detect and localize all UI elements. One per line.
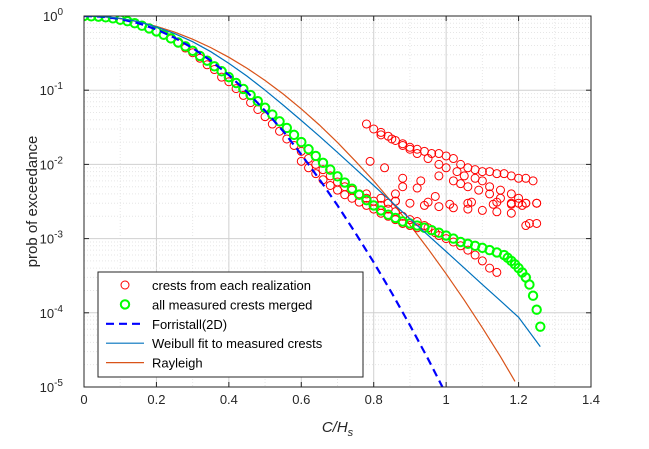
y-axis-label: prob of exceedance [24, 135, 41, 268]
x-tick-label: 1.4 [581, 392, 601, 407]
x-tick-label: 1.2 [509, 392, 528, 407]
x-tick-label: 0.8 [364, 392, 383, 407]
legend-entry-weibull-label: Weibull fit to measured crests [152, 336, 323, 352]
y-tick-label: $10^{-1}$ [39, 81, 63, 99]
y-tick-label: $10^{-3}$ [39, 229, 63, 247]
x-axis-label-subscript: s [347, 427, 354, 439]
y-tick-label: $10^{-5}$ [39, 378, 63, 395]
x-tick-label: 0.6 [292, 392, 311, 407]
legend [98, 272, 363, 377]
x-tick-label: 1 [442, 392, 450, 407]
y-tick-label: $10^0$ [42, 7, 63, 24]
x-tick-label: 0 [80, 392, 88, 407]
y-tick-label: $10^{-2}$ [39, 155, 63, 173]
legend-entry-forristall-label: Forristall(2D) [152, 316, 228, 332]
y-tick-label: $10^{-4}$ [39, 303, 63, 321]
legend-entry-rayleigh-label: Rayleigh [152, 355, 203, 371]
legend-entry-merged-label: all measured crests merged [152, 297, 313, 313]
x-tick-label: 0.2 [147, 392, 166, 407]
x-axis-label-main: C/H [321, 419, 348, 436]
x-tick-label: 0.4 [219, 392, 238, 407]
legend-entry-crests-label: crests from each realization [152, 278, 311, 293]
